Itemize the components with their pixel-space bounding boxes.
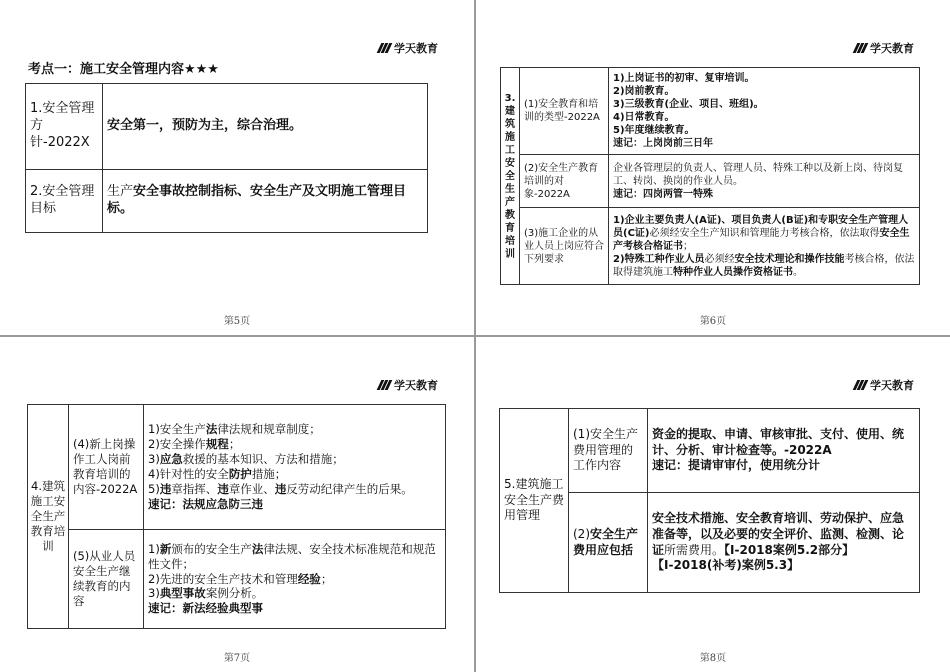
logo-text: 学天教育 (394, 42, 438, 55)
row-label: (2)安全生产教育培训的对象-2022A (520, 155, 609, 208)
row-content: 1)上岗证书的初审、复审培训。 2)岗前教育。 3)三级教育(企业、项目、班组)。 4)日常教育。 5)年度继续教育。 速记：上岗岗前三日年 (609, 68, 920, 155)
content-table (25, 83, 428, 233)
logo-icon (853, 43, 867, 53)
page-6 (476, 0, 950, 335)
section-label: 5.建筑施工安全生产费用管理 (500, 409, 569, 593)
memo: 速记：四岗两管一特殊 (613, 188, 713, 200)
section-label: 3.建筑施工安全生产教育培训 (501, 68, 520, 285)
content-table (499, 408, 920, 593)
page-number: 第5页 (223, 316, 251, 327)
memo: 速记：法规应急防三违 (148, 496, 263, 511)
page-number: 第7页 (223, 653, 251, 664)
section-heading: 考点一：施工安全管理内容★★★ (28, 62, 219, 77)
logo-text: 学天教育 (870, 42, 914, 55)
row-label: 2.安全管理目标 (26, 170, 103, 233)
logo-icon (853, 380, 867, 390)
row-label: (5)从业人员安全生产继续教育的内容 (69, 530, 144, 629)
brand-logo (853, 40, 914, 56)
row-content: 1)新颁布的安全生产法律法规、安全技术标准规范和规范性文件； 2)先进的安全生产技术和管理经验； 3)典型事故案例分析。 速记：新法经验典型事 (144, 530, 446, 629)
section-label: 4.建筑施工安全生产教育培训 (28, 405, 69, 629)
row-label: 1.安全管理方针-2022X (26, 84, 103, 170)
row-label: (3)施工企业的从业人员上岗应符合下列要求 (520, 208, 609, 285)
row-label: (2)安全生产费用应包括 (569, 493, 648, 593)
page-5 (0, 0, 474, 335)
brand-logo (853, 377, 914, 393)
logo-icon (377, 380, 391, 390)
row-content: 生产安全事故控制指标、安全生产及文明施工管理目标。 (103, 170, 428, 233)
page-number: 第6页 (699, 316, 727, 327)
memo: 速记：提请审审付，使用统分计 (652, 458, 821, 473)
memo: 速记：新法经验典型事 (148, 601, 263, 616)
row-content: 资金的提取、申请、审核审批、支付、使用、统计、分析、审计检查等。-2022A 速记：提请审审付，使用统分计 (648, 409, 920, 493)
row-content: 企业各管理层的负责人、管理人员、特殊工种以及新上岗、待岗复工、转岗、换岗的作业人员。 速记：四岗两管一特殊 (609, 155, 920, 208)
row-label: (4)新上岗操作工人岗前教育培训的内容-2022A (69, 405, 144, 530)
page-number: 第8页 (699, 653, 727, 664)
row-label: (1)安全教育和培训的类型-2022A (520, 68, 609, 155)
logo-icon (377, 43, 391, 53)
content-table (500, 67, 920, 285)
logo-text: 学天教育 (394, 379, 438, 392)
brand-logo (377, 377, 438, 393)
memo: 速记：上岗岗前三日年 (613, 138, 713, 149)
row-label: (1)安全生产费用管理的工作内容 (569, 409, 648, 493)
page-7 (0, 337, 474, 672)
row-content: 安全技术措施、安全教育培训、劳动保护、应急准备等，以及必要的安全评价、监测、检测、论证所需费用。【Ⅰ-2018案例5.2部分】【Ⅰ-2018(补考)案例5.3】 (648, 493, 920, 593)
row-content: 1)安全生产法律法规和规章制度； 2)安全操作规程； 3)应急救援的基本知识、方法和措施； 4)针对性的安全防护措施； 5)违章指挥、违章作业、违反劳动纪律产生的后果。 速记：法规应急防三违 (144, 405, 446, 530)
content-table (27, 404, 446, 629)
case-refs: 【Ⅰ-2018案例5.2部分】【Ⅰ-2018(补考)案例5.3】 (652, 542, 855, 573)
row-content: 安全第一，预防为主，综合治理。 (103, 84, 428, 170)
logo-text: 学天教育 (870, 379, 914, 392)
page-8 (476, 337, 950, 672)
row-content: 1)企业主要负责人(A证)、项目负责人(B证)和专职安全生产管理人员(C证)必须经安全生产知识和管理能力考核合格，依法取得安全生产考核合格证书； 2)特殊工种作业人员必须经安全技术理论和操作技能考核合格，依法取得建筑施工特种作业人员操作资格证书。 (609, 208, 920, 285)
brand-logo (377, 40, 438, 56)
